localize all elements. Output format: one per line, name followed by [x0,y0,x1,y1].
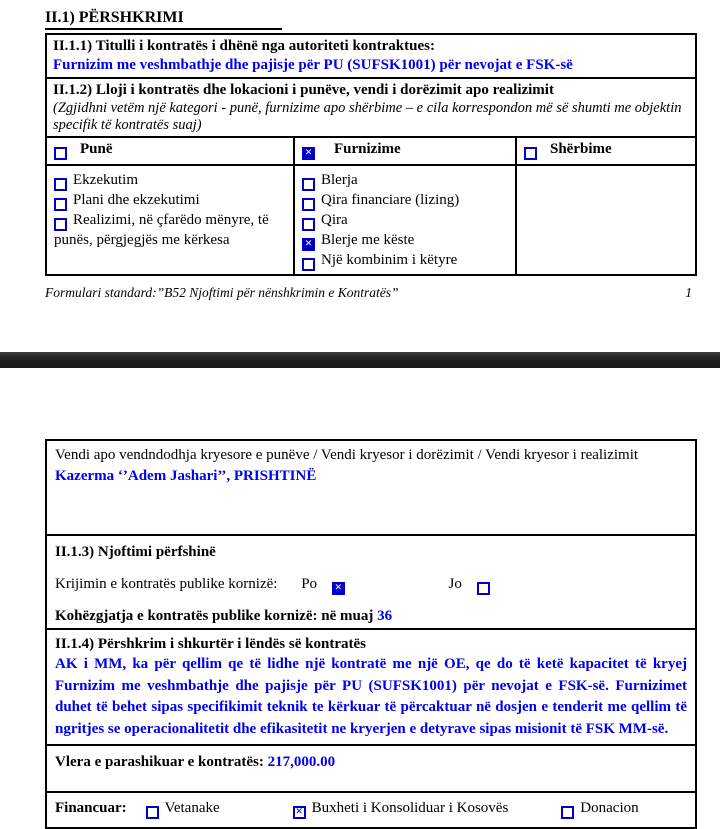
page-separator [0,352,720,368]
page-number: 1 [685,285,692,300]
contract-title-label: II.1.1) Titulli i kontratës i dhënë nga autoriteti kontraktues: [53,38,435,54]
type-column-label: Punë [80,141,113,157]
option-checkbox[interactable] [54,218,67,231]
option-checkbox[interactable] [302,198,315,211]
duration-value: 36 [377,608,393,624]
type-column-header [293,138,515,164]
option-label: Plani dhe ekzekutimi [73,192,200,208]
type-column-label: Shërbime [550,141,612,157]
no-label: Jo [448,576,462,592]
financing-label: Financuar: [55,800,127,816]
contract-type-note: (Zgjidhni vetëm një kategori - punë, furnizime apo shërbime – e cila korrespondon më së shumti me objektin specifik të kontratës suaj) [53,100,682,133]
type-option [302,191,508,211]
contract-description-table [45,33,697,276]
estimated-value-label: Vlera e parashikuar e kontratës: [55,754,264,770]
form-standard-label: Formulari standard:”B52 Njoftimi për nënshkrimin e Kontratës” [45,285,399,300]
option-label: Blerja [321,172,358,188]
contract-type-options-row [47,164,695,274]
no-checkbox[interactable] [477,582,490,595]
financing-checkbox[interactable]: ✕ [293,806,306,819]
type-column-header [47,138,293,164]
type-option [302,211,508,231]
financing-checkbox[interactable] [561,806,574,819]
option-checkbox[interactable] [302,178,315,191]
option-checkbox[interactable] [54,198,67,211]
contract-type-label: II.1.2) Lloji i kontratës dhe lokacioni i punëve, vendi i dorëzimit apo realizimit [53,82,554,98]
type-column-header [515,138,695,164]
financing-option [561,800,638,819]
option-checkbox[interactable] [54,178,67,191]
type-column-label: Furnizime [334,141,401,157]
financing-option-label: Vetanake [164,800,220,816]
type-option [302,171,508,191]
notice-includes-title: II.1.3) Njoftimi përfshinë [55,544,216,560]
financing-option-label: Donacion [580,800,639,816]
section-heading: II.1) PËRSHKRIMI [45,9,282,30]
contract-title-row [47,35,695,77]
contract-type-row [47,77,695,136]
financing-checkbox[interactable] [146,806,159,819]
option-checkbox[interactable]: ✕ [302,238,315,251]
type-column-options [293,166,515,274]
contract-title-value: Furnizim me veshmbathje dhe pajisje për PU (SUFSK1001) për nevojat e FSK-së [53,57,573,73]
contract-type-header-row [47,136,695,164]
yes-checkbox[interactable]: ✕ [332,582,345,595]
estimated-value-row [47,744,695,791]
location-label: Vendi apo vendndodhja kryesore e punëve / Vendi kryesor i dorëzimit / Vendi kryesor i realizimit [55,447,639,463]
option-checkbox[interactable] [302,258,315,271]
estimated-value-amount: 217,000.00 [267,754,336,770]
page-footer [45,285,697,301]
option-label: Qira [321,212,348,228]
option-label: Një kombinim i këtyre [321,252,458,268]
financing-row [47,791,695,827]
type-option [302,231,508,251]
type-option [54,171,286,191]
short-description-title: II.1.4) Përshkrim i shkurtër i lëndës së kontratës [55,636,366,652]
option-label: Ekzekutim [73,172,138,188]
type-checkbox[interactable] [54,147,67,160]
notice-includes-row [47,534,695,628]
type-column-options [515,166,695,274]
framework-question-label: Krijimin e kontratës publike kornizë: [55,576,278,592]
contract-details-table [45,439,697,829]
type-checkbox[interactable]: ✕ [302,147,315,160]
financing-option [293,800,509,819]
type-option [54,211,286,251]
type-column-options [47,166,293,274]
short-description-row [47,628,695,744]
framework-contract-question [55,576,687,595]
location-value: Kazerma ‘’Adem Jashari’’, PRISHTINË [55,468,317,484]
type-option [54,191,286,211]
type-option [302,251,508,271]
option-label: Qira financiare (lizing) [321,192,460,208]
option-checkbox[interactable] [302,218,315,231]
option-label: Realizimi, në çfarëdo mënyre, të punës, përgjegjës me kërkesa [54,212,269,248]
option-label: Blerje me këste [321,232,415,248]
type-checkbox[interactable] [524,147,537,160]
duration-label: Kohëzgjatja e kontratës publike kornizë: në muaj [55,608,374,624]
yes-label: Po [301,576,318,592]
financing-option [146,800,220,819]
financing-option-label: Buxheti i Konsoliduar i Kosovës [311,800,509,816]
location-row [47,441,695,534]
framework-duration-line [55,608,687,625]
short-description-text: AK i MM, ka për qellim qe të lidhe një kontratë me një OE, qe do të ketë kapacitet të kryej Furnizim me veshmbathje dhe pajisje për PU (SUFSK1001) për nevojat e FSK-së. Furnizimet duhet të behet sipas specifikimit teknik te kërkuar të përcaktuar në dosjen e tenderit me qellim të ngritjes se operacionalitetit dhe efikasitetit ne kryerjen e detyrave sipas misionit të FSK MM-së. [55,656,687,737]
